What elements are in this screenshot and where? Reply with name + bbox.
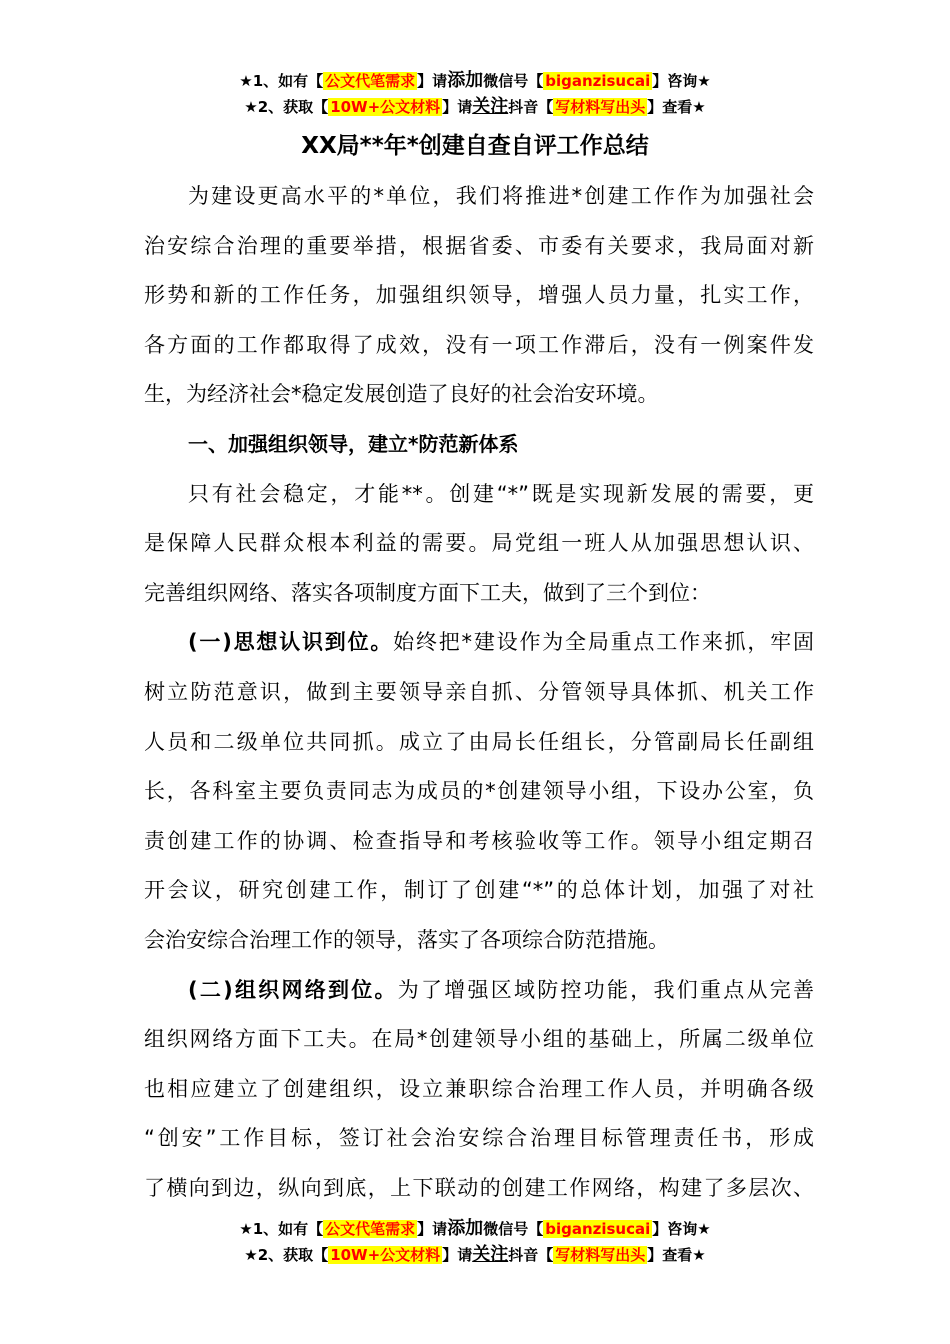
banner-line-1 <box>0 68 950 94</box>
paragraph-line: 生，为经济社会*稳定发展创造了良好的社会治安环境。 <box>144 382 659 407</box>
banner-highlight: 公文代笔需求 <box>325 1220 416 1238</box>
banner-text: ★1、如有【 <box>239 72 324 90</box>
banner-highlight: 10W+公文材料 <box>330 98 441 116</box>
subsection-lead: (二)组织网络到位。 <box>188 977 398 1002</box>
document-title: XX局**年*创建自查自评工作总结 <box>301 133 649 159</box>
banner-text: 】查看★ <box>647 1246 706 1264</box>
paragraph-line: 树立防范意识，做到主要领导亲自抓、分管领导具体抓、机关工作 <box>144 679 814 704</box>
bottom-banner <box>0 1216 950 1268</box>
banner-text: 】请 <box>442 1246 473 1264</box>
banner-text: 】请 <box>442 98 473 116</box>
banner-emphasis: 关注 <box>472 1244 509 1265</box>
paragraph-line: 形势和新的工作任务，加强组织领导，增强人员力量，扎实工作， <box>144 283 814 308</box>
banner-highlight: 10W+公文材料 <box>330 1246 441 1264</box>
banner-line-1 <box>0 1216 950 1242</box>
banner-line-2 <box>0 94 950 120</box>
banner-text: 微信号【 <box>483 72 544 90</box>
paragraph-line: 开会议，研究创建工作，制订了创建“*”的总体计划，加强了对社 <box>144 878 814 903</box>
paragraph-line: 了横向到边，纵向到底，上下联动的创建工作网络，构建了多层次、 <box>144 1175 814 1200</box>
paragraph-text: 为了增强区域防控功能，我们重点从完善 <box>397 977 814 1002</box>
banner-text: 】咨询★ <box>652 1220 711 1238</box>
banner-highlight: 写材料写出头 <box>555 98 646 116</box>
subsection-lead: (一)思想认识到位。 <box>188 630 394 655</box>
section-heading: 一、加强组织领导，建立*防范新体系 <box>188 431 519 456</box>
banner-text: 抖音【 <box>508 1246 554 1264</box>
banner-text: 】查看★ <box>647 98 706 116</box>
document-body <box>144 172 814 1213</box>
paragraph-line <box>144 618 814 668</box>
banner-highlight: 写材料写出头 <box>555 1246 646 1264</box>
banner-text: 微信号【 <box>483 1220 544 1238</box>
banner-text: ★2、获取【 <box>244 98 329 116</box>
banner-text: ★1、如有【 <box>239 1220 324 1238</box>
paragraph-line: 各方面的工作都取得了成效，没有一项工作滞后，没有一例案件发 <box>144 332 814 357</box>
banner-line-2 <box>0 1242 950 1268</box>
paragraph-line: 也相应建立了创建组织，设立兼职综合治理工作人员，并明确各级 <box>144 1076 814 1101</box>
paragraph-line: 治安综合治理的重要举措，根据省委、市委有关要求，我局面对新 <box>144 233 814 258</box>
paragraph-line: 是保障人民群众根本利益的需要。局党组一班人从加强思想认识、 <box>144 531 814 556</box>
paragraph-line <box>144 966 814 1016</box>
paragraph-line: 只有社会稳定，才能**。创建“*”既是实现新发展的需要，更 <box>188 481 814 506</box>
banner-text: ★2、获取【 <box>244 1246 329 1264</box>
banner-text: 抖音【 <box>508 98 554 116</box>
paragraph-line: 完善组织网络、落实各项制度方面下工夫，做到了三个到位： <box>144 580 711 605</box>
paragraph-line: 为建设更高水平的*单位，我们将推进*创建工作作为加强社会 <box>188 184 814 208</box>
top-banner <box>0 68 950 120</box>
paragraph-line: 责创建工作的协调、检查指导和考核验收等工作。领导小组定期召 <box>144 828 814 853</box>
banner-highlight: biganzisucai <box>545 1220 651 1238</box>
banner-highlight: biganzisucai <box>545 72 651 90</box>
banner-text: 】请 <box>417 1220 448 1238</box>
paragraph-line: 会治安综合治理工作的领导，落实了各项综合防范措施。 <box>144 927 669 952</box>
banner-text: 】咨询★ <box>652 72 711 90</box>
paragraph-line: 组织网络方面下工夫。在局*创建领导小组的基础上，所属二级单位 <box>144 1027 814 1052</box>
paragraph-text: 始终把*建设作为全局重点工作来抓，牢固 <box>393 630 814 655</box>
paragraph-line: 人员和二级单位共同抓。成立了由局长任组长，分管副局长任副组 <box>144 729 814 754</box>
paragraph-line: 长，各科室主要负责同志为成员的*创建领导小组，下设办公室，负 <box>144 779 814 804</box>
banner-emphasis: 关注 <box>472 96 509 117</box>
banner-text: 】请 <box>417 72 448 90</box>
banner-highlight: 公文代笔需求 <box>325 72 416 90</box>
paragraph-line: “创安”工作目标，签订社会治安综合治理目标管理责任书，形成 <box>144 1126 814 1151</box>
banner-emphasis: 添加 <box>447 70 484 91</box>
banner-emphasis: 添加 <box>447 1218 484 1239</box>
